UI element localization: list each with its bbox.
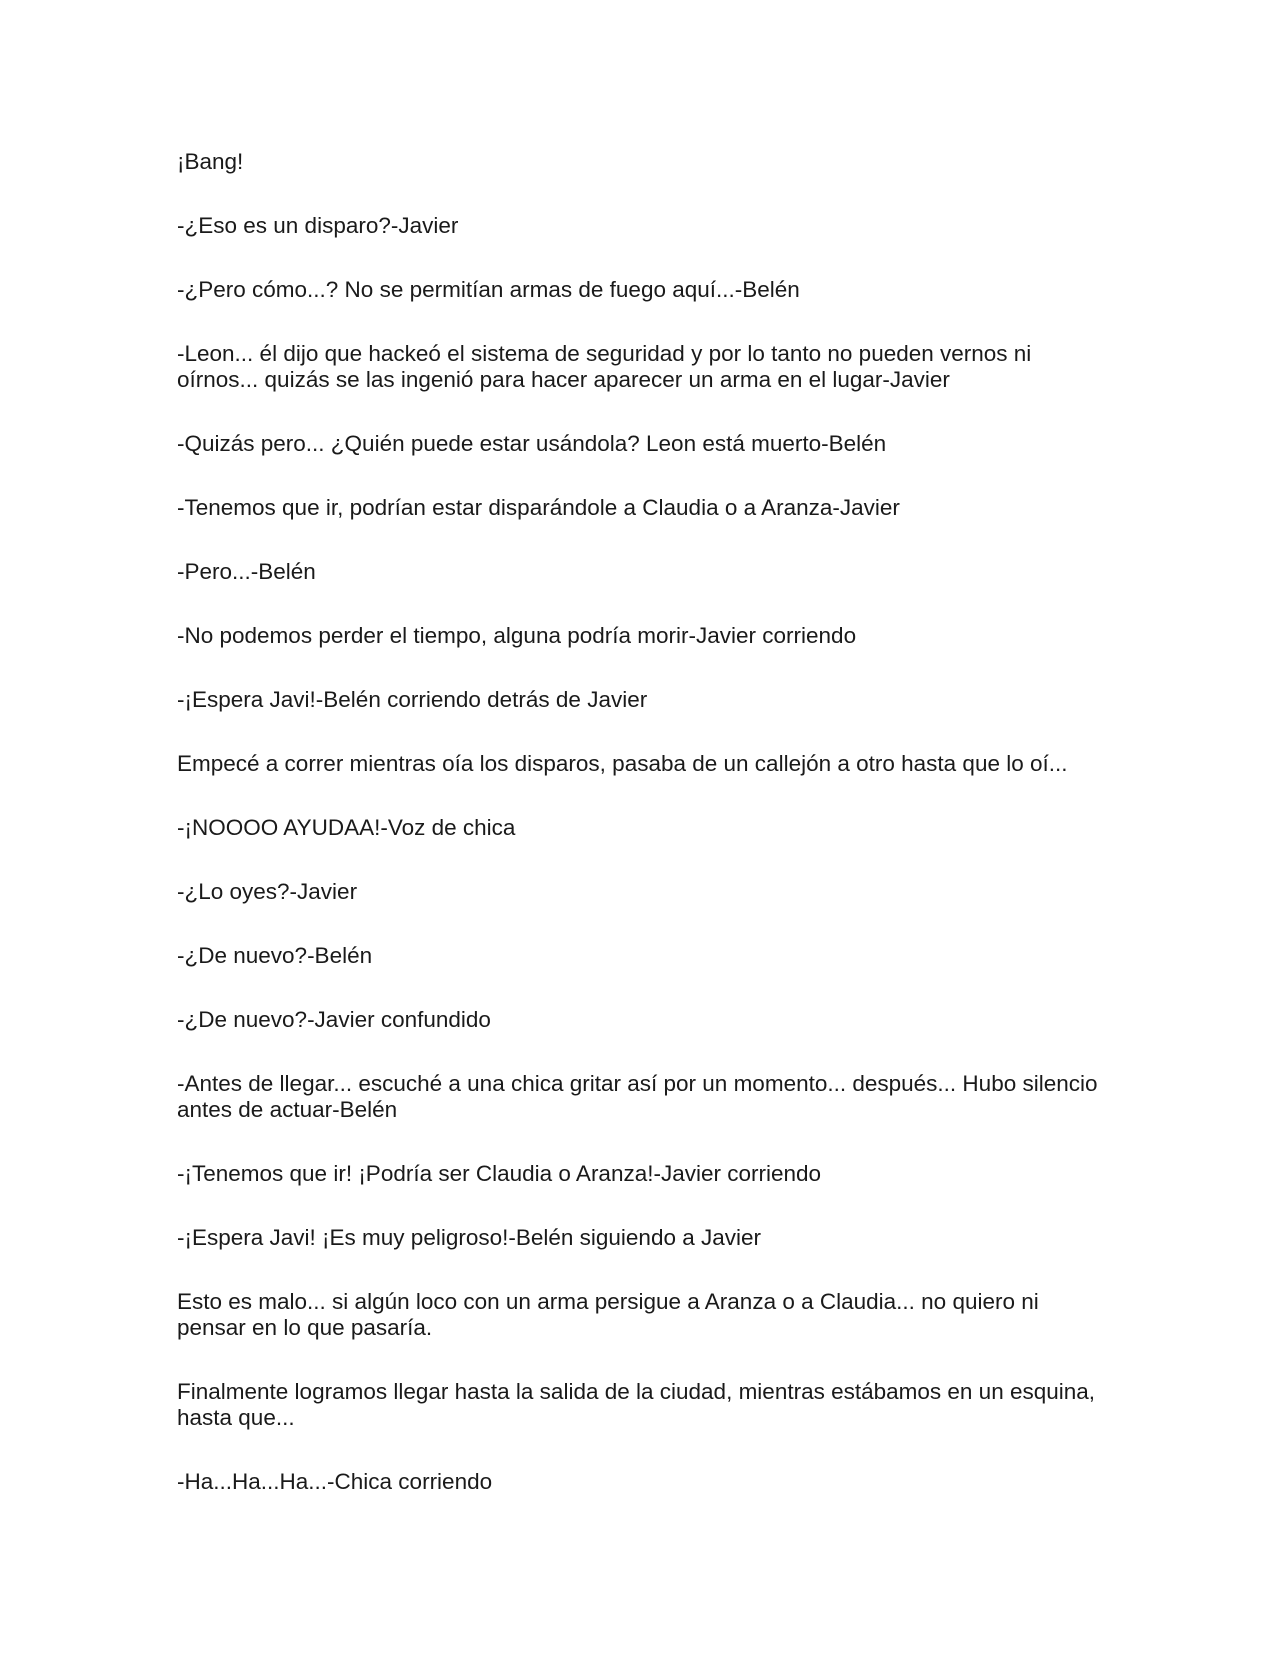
narration-paragraph: Esto es malo... si algún loco con un arma persigue a Aranza o a Claudia... no quiero ni pensar en lo que pasaría.: [177, 1289, 1039, 1340]
dialogue-paragraph: -¿De nuevo?-Belén: [177, 943, 373, 968]
story-text: [177, 149, 1107, 1495]
dialogue-paragraph: -¡NOOOO AYUDAA!-Voz de chica: [177, 815, 516, 840]
dialogue-paragraph: -¿Pero cómo...? No se permitían armas de fuego aquí...-Belén: [177, 277, 800, 302]
dialogue-paragraph: -Antes de llegar... escuché a una chica gritar así por un momento... después... Hubo silencio antes de actuar-Belén: [177, 1071, 1098, 1122]
narration-paragraph: Finalmente logramos llegar hasta la salida de la ciudad, mientras estábamos en un esquina, hasta que...: [177, 1379, 1096, 1430]
dialogue-paragraph: -Pero...-Belén: [177, 559, 316, 584]
dialogue-paragraph: -Tenemos que ir, podrían estar disparándole a Claudia o a Aranza-Javier: [177, 495, 900, 520]
dialogue-paragraph: -¿Eso es un disparo?-Javier: [177, 213, 459, 238]
dialogue-paragraph: -¡Tenemos que ir! ¡Podría ser Claudia o Aranza!-Javier corriendo: [177, 1161, 822, 1186]
dialogue-paragraph: -¡Espera Javi!-Belén corriendo detrás de Javier: [177, 687, 648, 712]
dialogue-paragraph: -¿De nuevo?-Javier confundido: [177, 1007, 491, 1032]
dialogue-paragraph: -Leon... él dijo que hackeó el sistema de seguridad y por lo tanto no pueden vernos ni oírnos... quizás se las ingenió para hacer aparecer un arma en el lugar-Javier: [177, 341, 1032, 392]
dialogue-paragraph: -¿Lo oyes?-Javier: [177, 879, 358, 904]
narration-paragraph: Empecé a correr mientras oía los disparos, pasaba de un callejón a otro hasta que lo oí...: [177, 751, 1068, 776]
dialogue-paragraph: -¡Espera Javi! ¡Es muy peligroso!-Belén siguiendo a Javier: [177, 1225, 762, 1250]
dialogue-paragraph: -Quizás pero... ¿Quién puede estar usándola? Leon está muerto-Belén: [177, 431, 887, 456]
narration-paragraph: ¡Bang!: [177, 149, 244, 174]
dialogue-paragraph: -Ha...Ha...Ha...-Chica corriendo: [177, 1469, 493, 1494]
dialogue-paragraph: -No podemos perder el tiempo, alguna podría morir-Javier corriendo: [177, 623, 857, 648]
